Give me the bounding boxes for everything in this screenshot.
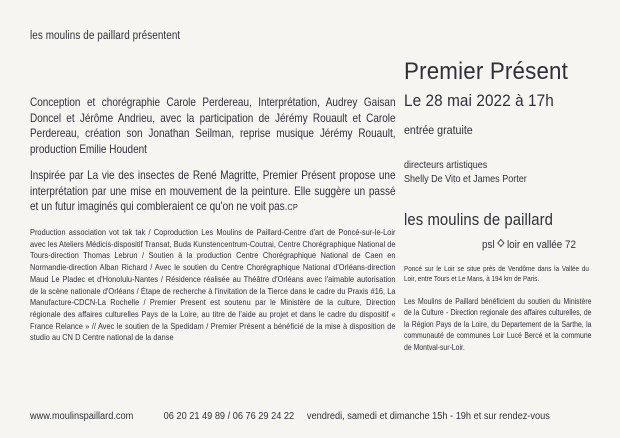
- presenter-kicker: les moulins de paillard présentent: [30, 30, 181, 42]
- partners-paragraph: Production association vot tak tak / Coproduction Les Moulins de Paillard-Centre d'art de Poncé-sur-le-Loir avec les Ateliers Médicis-dispositif Transat, Buda Kunstencentrum-Coutrai, Centre Chorégraphique National de Tours-direction Thomas Lebrun / Soutien à la production Centre Chorégraphique National de Caen en Normandie-direction Alban Richard / Avec le soutien du Centre Chorégraphique National d'Orléans-direction Maud Le Pladec et d'Honolulu-Nantes / Résidence réalisée au Théâtre d'Orléans avec l'aimable autorisation de la scène nationale d'Orléans / Étape de recherche à l'invitation de la Tierce dans le cadre du Praxis #16, La Manufacture-CDCN-La Rochelle / Premier Present est soutenu par le Ministère de la culture, Direction régionale des affaires culturelles Pays de la Loire, au titre de l'aide au projet et dans le cadre du dispositif « France Relance » // Avec le soutien de la Spedidam / Premier Présent a bénéficié de la mise à disposition de studio au CN D Centre national de la danse: [30, 227, 396, 343]
- lozenge-separator-icon: [497, 239, 504, 247]
- footer-bar: [30, 410, 550, 423]
- footer-phone-numbers[interactable]: 06 20 21 49 89 / 06 76 29 24 22: [163, 411, 295, 422]
- venue-name: les moulins de paillard: [404, 211, 554, 229]
- credits-paragraph: Conception et chorégraphie Carole Perdereau, Interprétation, Audrey Gaisan Doncel et Jérôme Andrieu, avec la participation de Jérémy Rouault et Carole Perdereau, création son Jonathan Seilman, reprise musique Jérémy Rouault, production Emilie Houdent: [30, 96, 396, 156]
- entry-price: entrée gratuite: [404, 123, 473, 137]
- artistic-directors-names: Shelly De Vito et James Porter: [404, 172, 527, 185]
- footer-opening-hours: vendredi, samedi et dimanche 15h - 19h et sur rendez-vous: [306, 411, 550, 422]
- page-title: Premier Présent: [404, 58, 569, 85]
- venue-tagline: [419, 238, 620, 253]
- location-note: Poncé sur le Loir se situe près de Vendôme dans la Vallée du Loir, entre Tours et Le Mans, à 194 km de Paris.: [404, 264, 589, 284]
- support-note: Les Moulins de Paillard bénéficient du soutien du Ministère de la Culture - Direction regionale des affaires culturelles, de la Région Pays de la Loire, du Departement de la Sarthe, la communauté de communes Loir Lucé Bercé et la commune de Montval-sur-Loir.: [404, 297, 592, 352]
- footer-website[interactable]: www.moulinspaillard.com: [30, 411, 134, 422]
- event-date: Le 28 mai 2022 à 17h: [404, 91, 554, 110]
- artistic-directors-label: directeurs artistiques: [404, 159, 488, 171]
- intro-signature: CP: [287, 202, 299, 213]
- intro-paragraph: [30, 168, 396, 216]
- venue-tagline-left: psl: [482, 239, 495, 251]
- artistic-directors: [404, 159, 619, 186]
- intro-text: Inspirée par La vie des insectes de René Magritte, Premier Présent propose une interprétation par une mise en mouvement de la peinture. Elle suggère un passé et un futur imaginés qui combleraient ce qu'on ne voit pas.: [30, 169, 396, 214]
- venue-tagline-right: loir en vallée 72: [506, 239, 576, 251]
